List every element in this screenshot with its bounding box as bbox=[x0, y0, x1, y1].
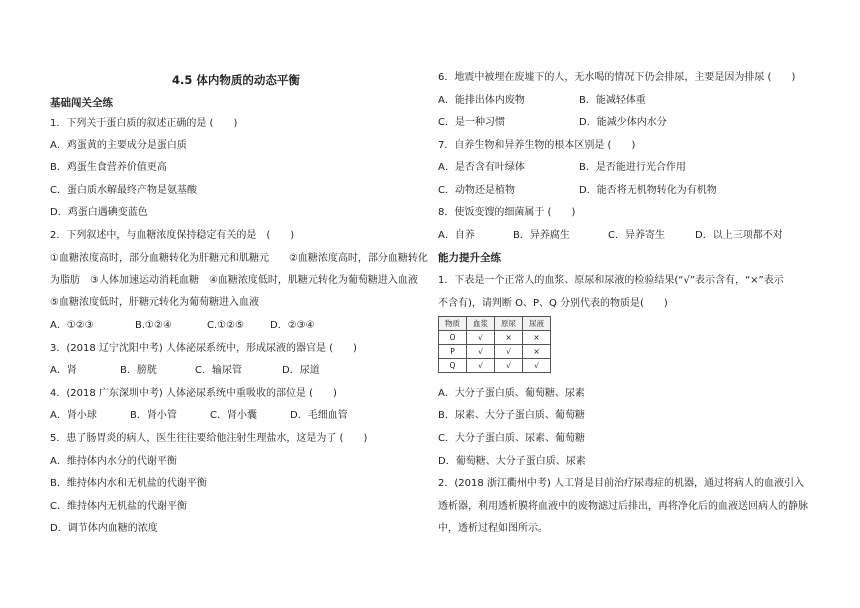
q5-option-c: C．维持体内无机盐的代谢平衡 bbox=[50, 501, 187, 512]
table-cell: √ bbox=[495, 345, 523, 359]
test-results-table bbox=[438, 316, 551, 373]
table-cell: √ bbox=[467, 331, 495, 345]
q7-stem: 7．自养生物和异养生物的根本区别是 ( ) bbox=[438, 140, 636, 151]
q2-option-c: C.①②⑤ bbox=[207, 320, 245, 331]
p1-option-c: C．大分子蛋白质、尿素、葡萄糖 bbox=[438, 433, 585, 444]
q4-option-b: B．肾小管 bbox=[130, 410, 177, 421]
q2-line: ⑤血糖浓度低时，肝糖元转化为葡萄糖进入血液 bbox=[50, 297, 259, 308]
q4-stem: 4．(2018 广东深圳中考) 人体泌尿系统中重吸收的部位是 ( ) bbox=[50, 388, 337, 399]
q8-option-b: B．异养腐生 bbox=[513, 230, 570, 241]
q6-stem: 6．地震中被埋在废墟下的人，无水喝的情况下仍会排尿，主要是因为排尿 ( ) bbox=[438, 72, 796, 83]
p2-line: 中，透析过程如图所示。 bbox=[438, 523, 548, 534]
q1-option-c: C．蛋白质水解最终产物是氨基酸 bbox=[50, 185, 197, 196]
q8-option-d: D．以上三项都不对 bbox=[695, 230, 783, 241]
q1-option-b: B．鸡蛋生食营养价值更高 bbox=[50, 162, 167, 173]
q3-option-c: C．输尿管 bbox=[195, 365, 242, 376]
table-cell: × bbox=[523, 331, 551, 345]
q3-option-b: B．膀胱 bbox=[120, 365, 157, 376]
q8-option-a: A．自养 bbox=[438, 230, 475, 241]
p1-stem-line2: 不含有)，请判断 O、P、Q 分别代表的物质是( ) bbox=[438, 298, 668, 309]
q7-option-c: C．动物还是植物 bbox=[438, 185, 515, 196]
q6-option-b: B．能减轻体重 bbox=[579, 95, 646, 106]
q2-line: ①血糖浓度高时，部分血糖转化为肝糖元和肌糖元 ②血糖浓度高时，部分血糖转化 bbox=[50, 253, 428, 264]
q5-option-b: B．维持体内水和无机盐的代谢平衡 bbox=[50, 478, 207, 489]
q6-option-d: D．能减少体内水分 bbox=[579, 117, 667, 128]
table-cell: √ bbox=[467, 345, 495, 359]
q4-option-a: A．肾小球 bbox=[50, 410, 97, 421]
q8-option-c: C．异养寄生 bbox=[608, 230, 665, 241]
q5-option-a: A．维持体内水分的代谢平衡 bbox=[50, 456, 177, 467]
section-basic: 基础闯关全练 bbox=[50, 97, 113, 109]
page-title: 4.5 体内物质的动态平衡 bbox=[172, 73, 300, 87]
table-header-cell: 尿液 bbox=[523, 317, 551, 331]
p2-line: 透析器，利用透析膜将血液中的废物滤过后排出，再将净化后的血液送回病人的静脉 bbox=[438, 501, 808, 512]
table-cell: √ bbox=[467, 359, 495, 373]
section-advanced: 能力提升全练 bbox=[438, 252, 501, 264]
table-cell: √ bbox=[495, 359, 523, 373]
table-header-cell: 血浆 bbox=[467, 317, 495, 331]
q6-option-a: A．能排出体内废物 bbox=[438, 95, 525, 106]
table-row bbox=[439, 331, 551, 345]
q7-option-b: B．是否能进行光合作用 bbox=[579, 162, 686, 173]
table-row bbox=[439, 359, 551, 373]
q2-line: 为脂肪 ③人体加速运动消耗血糖 ④血糖浓度低时，肌糖元转化为葡萄糖进入血液 bbox=[50, 275, 418, 286]
q1-option-d: D．鸡蛋白遇碘变蓝色 bbox=[50, 207, 148, 218]
p1-option-d: D．葡萄糖、大分子蛋白质、尿素 bbox=[438, 456, 586, 467]
table-cell: O bbox=[439, 331, 467, 345]
q2-option-a: A．①②③ bbox=[50, 320, 94, 331]
table-cell: × bbox=[523, 345, 551, 359]
q1-stem: 1．下列关于蛋白质的叙述正确的是 ( ) bbox=[50, 118, 238, 129]
q7-option-a: A．是否含有叶绿体 bbox=[438, 162, 525, 173]
table-row bbox=[439, 345, 551, 359]
table-header-cell: 物质 bbox=[439, 317, 467, 331]
q4-option-d: D．毛细血管 bbox=[290, 410, 348, 421]
q2-stem: 2．下列叙述中，与血糖浓度保持稳定有关的是 ( ) bbox=[50, 230, 295, 241]
table-cell: Q bbox=[439, 359, 467, 373]
q3-option-d: D．尿道 bbox=[282, 365, 320, 376]
table-cell: × bbox=[495, 331, 523, 345]
q3-stem: 3．(2018 辽宁沈阳中考) 人体泌尿系统中，形成尿液的器官是 ( ) bbox=[50, 343, 357, 354]
q5-stem: 5．患了肠胃炎的病人，医生往往要给他注射生理盐水，这是为了 ( ) bbox=[50, 433, 368, 444]
p2-line: 2．(2018 浙江衢州中考) 人工肾是目前治疗尿毒症的机器，通过将病人的血液引入 bbox=[438, 478, 804, 489]
table-header-row bbox=[439, 317, 551, 331]
p1-option-a: A．大分子蛋白质、葡萄糖、尿素 bbox=[438, 388, 585, 399]
table-cell: P bbox=[439, 345, 467, 359]
q5-option-d: D．调节体内血糖的浓度 bbox=[50, 523, 158, 534]
table-header-cell: 原尿 bbox=[495, 317, 523, 331]
q7-option-d: D．能否将无机物转化为有机物 bbox=[579, 185, 717, 196]
table-cell: √ bbox=[523, 359, 551, 373]
q6-option-c: C．是一种习惯 bbox=[438, 117, 505, 128]
q2-option-b: B.①②④ bbox=[135, 320, 172, 331]
q4-option-c: C．肾小囊 bbox=[210, 410, 257, 421]
p1-option-b: B．尿素、大分子蛋白质、葡萄糖 bbox=[438, 410, 585, 421]
q1-option-a: A．鸡蛋黄的主要成分是蛋白质 bbox=[50, 140, 187, 151]
q8-stem: 8．使饭变馊的细菌属于 ( ) bbox=[438, 207, 576, 218]
p1-stem-line1: 1．下表是一个正常人的血浆、原尿和尿液的检验结果(“√”表示含有，“×”表示 bbox=[438, 275, 784, 286]
q2-option-d: D．②③④ bbox=[270, 320, 315, 331]
q3-option-a: A．肾 bbox=[50, 365, 77, 376]
